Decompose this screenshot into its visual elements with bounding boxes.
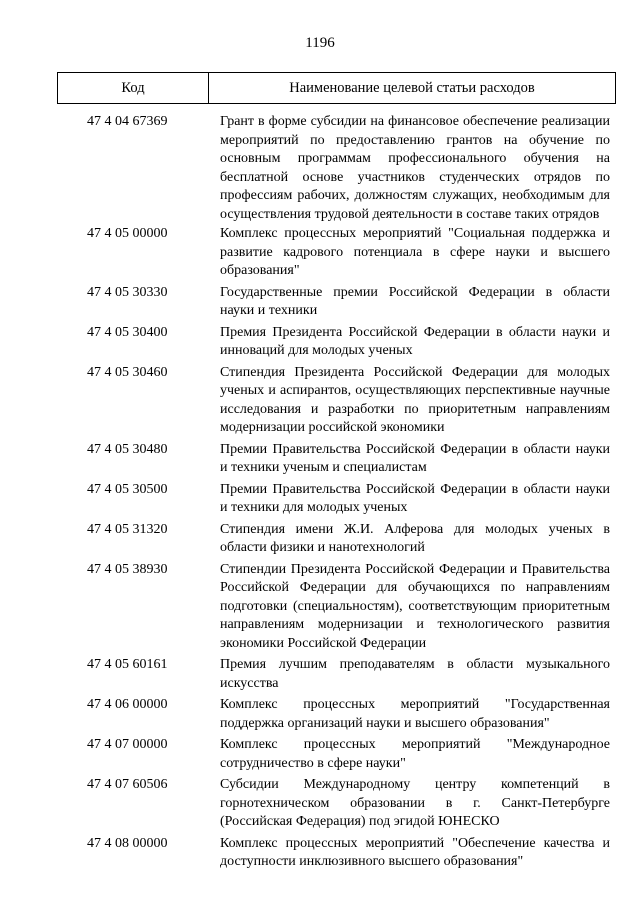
table-row (57, 656, 616, 693)
row-code: 47 4 07 00000 (87, 737, 168, 752)
row-code: 47 4 07 60506 (87, 777, 168, 792)
row-code: 47 4 05 30330 (87, 284, 168, 300)
table-row (57, 284, 616, 321)
table-row (57, 225, 616, 281)
row-name: Премии Правительства Российской Федерации в области науки и техники ученым и специалистам (220, 441, 610, 475)
expense-items-table (57, 72, 616, 872)
row-code: 47 4 05 38930 (87, 561, 168, 577)
row-name: Премия Президента Российской Федерации в области науки и инноваций для молодых ученых (220, 324, 610, 358)
row-code: 47 4 06 00000 (87, 697, 168, 712)
table-header (57, 72, 616, 104)
row-name: Комплекс процессных мероприятий "Социальная поддержка и развитие кадрового потенциала в сфере науки и высшего образования" (220, 226, 610, 278)
page-number: 1196 (305, 35, 335, 51)
row-name: Комплекс процессных мероприятий "Международное сотрудничество в сфере науки" (220, 737, 610, 771)
table-row (57, 835, 616, 872)
table-row (57, 364, 616, 438)
row-name: Грант в форме субсидии на финансовое обеспечение реализации мероприятий по предоставлению грантов на обучение по основным программам профессионального обучения на бесплатной основе участников студенческих отрядов по профессиям рабочих, должностям служащих, необходимым для осуществления трудовой деятельности в составе таких отрядов (220, 114, 610, 222)
row-name: Стипендии Президента Российской Федерации и Правительства Российской Федерации для обучающихся по направлениям подготовки (специальностям), соответствующим приоритетным направлениям модернизации и технологического развития экономики Российской Федерации (220, 561, 610, 651)
row-code: 47 4 04 67369 (87, 114, 168, 129)
header-code: Код (58, 73, 209, 103)
table-row (57, 776, 616, 832)
row-code: 47 4 05 60161 (87, 657, 168, 672)
table-row (57, 324, 616, 361)
row-name: Стипендия Президента Российской Федерации для молодых ученых и аспирантов, осуществляющих перспективные научные исследования и разработки по приоритетным направлениям модернизации российской экономики (220, 364, 610, 435)
table-row (57, 736, 616, 773)
table-row (57, 441, 616, 478)
row-code: 47 4 05 31320 (87, 521, 168, 537)
row-name: Комплекс процессных мероприятий "Обеспечение качества и доступности инклюзивного высшего образования" (220, 835, 610, 869)
row-name: Премия лучшим преподавателям в области музыкального искусства (220, 657, 610, 691)
row-name: Государственные премии Российской Федерации в области науки и техники (220, 284, 610, 318)
row-code: 47 4 05 30500 (87, 481, 168, 497)
table-row (57, 481, 616, 518)
table-row (57, 113, 616, 224)
table-row (57, 521, 616, 558)
row-code: 47 4 05 00000 (87, 226, 168, 241)
row-code: 47 4 05 30400 (87, 324, 168, 340)
row-name: Стипендия имени Ж.И. Алферова для молодых ученых в области физики и нанотехнологий (220, 521, 610, 555)
row-code: 47 4 08 00000 (87, 835, 168, 851)
row-name: Премии Правительства Российской Федерации в области науки и техники для молодых ученых (220, 481, 610, 515)
row-name: Субсидии Международному центру компетенций в горнотехническом образовании в г. Санкт-Петербурге (Российская Федерация) под эгидой ЮНЕСКО (220, 777, 610, 829)
header-name: Наименование целевой статьи расходов (289, 79, 535, 96)
row-name: Комплекс процессных мероприятий "Государственная поддержка организаций науки и высшего образования" (220, 697, 610, 731)
table-row (57, 696, 616, 733)
row-code: 47 4 05 30480 (87, 441, 168, 457)
table-body (57, 113, 616, 872)
table-row (57, 561, 616, 654)
row-code: 47 4 05 30460 (87, 364, 168, 380)
